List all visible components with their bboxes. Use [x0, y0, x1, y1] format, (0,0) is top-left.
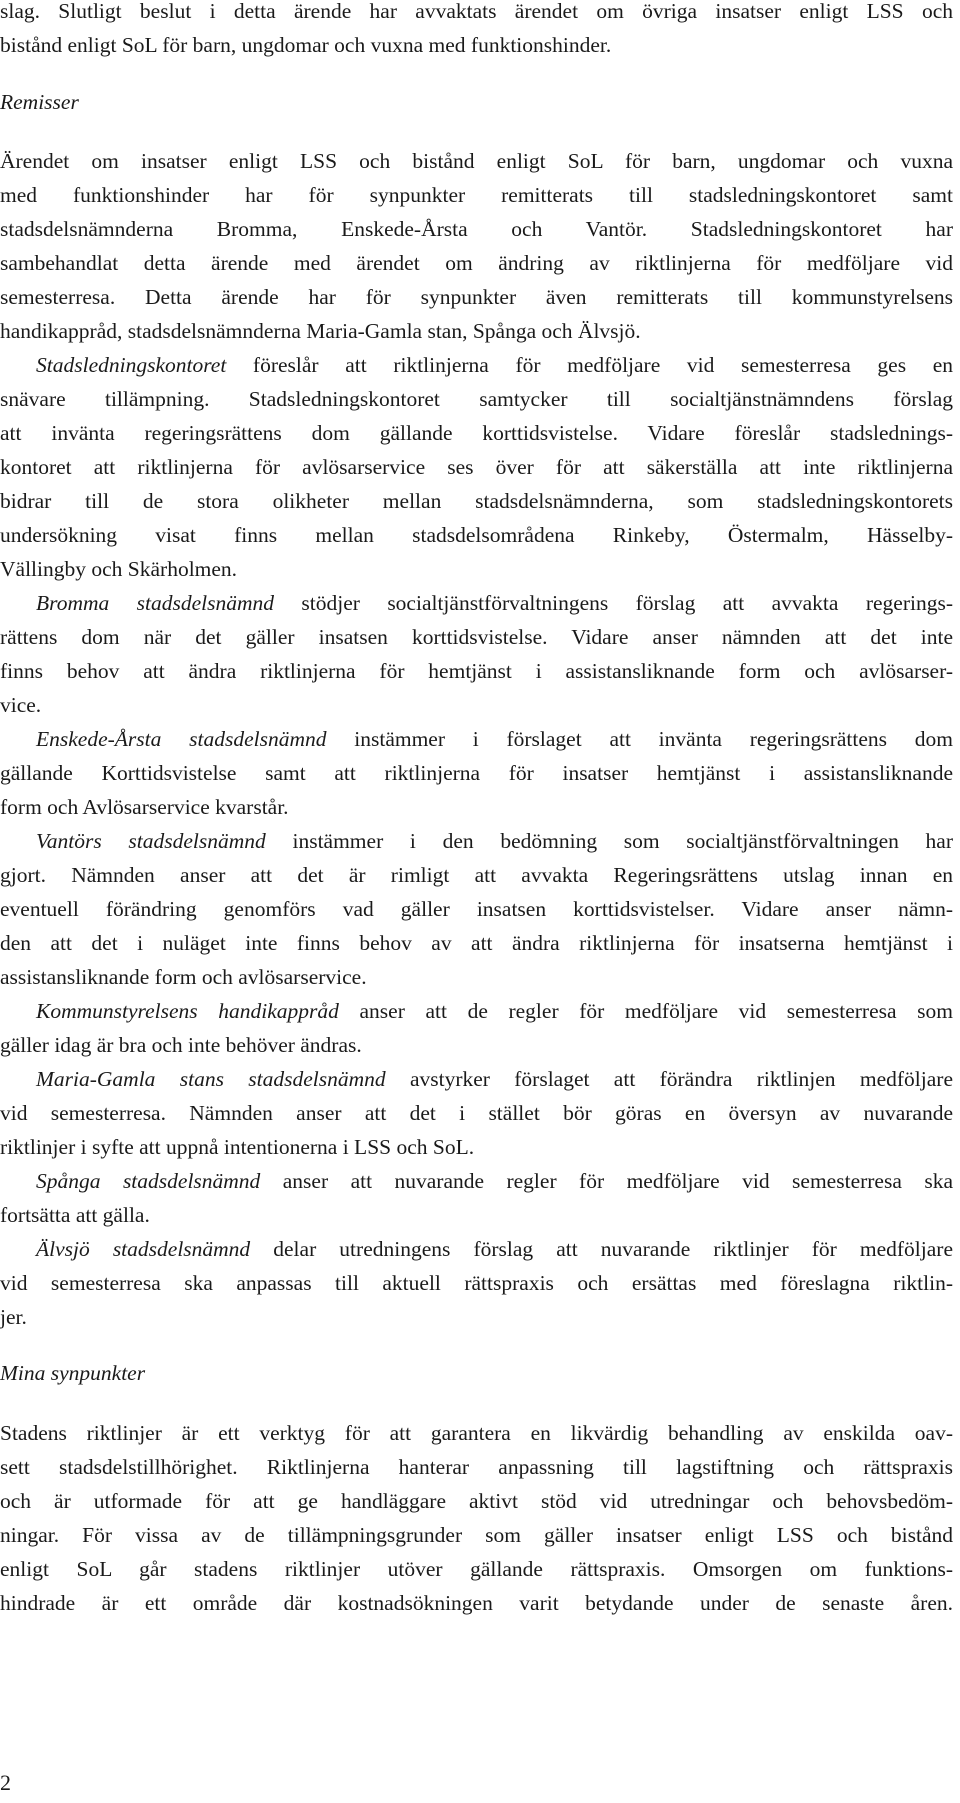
paragraph-line: gjort. Nämnden anser att det är rimligt att avvakta Regeringsrättens utslag innan en — [0, 863, 953, 887]
paragraph-line: gäller idag är bra och inte behöver ändras. — [0, 1033, 362, 1057]
first-line-text: anser att nuvarande regler för medföljare vid semesterresa ska — [260, 1169, 953, 1193]
remisser-line: sambehandlat detta ärende med ärendet om ändring av riktlinjerna för medföljare vid — [0, 251, 953, 275]
paragraph-line: bidrar till de stora olikheter mellan stadsdelsnämnderna, som stadsledningskontorets — [0, 489, 953, 513]
paragraph-line: vice. — [0, 693, 42, 717]
mina-line: ningar. För vissa av de tillämpningsgrunder som gäller insatser enligt LSS och bistånd — [0, 1523, 953, 1547]
paragraph-line: snävare tillämpning. Stadsledningskontoret samtycker till socialtjänstnämndens förslag — [0, 387, 953, 411]
body-name: Maria-Gamla stans stadsdelsnämnd — [36, 1067, 386, 1091]
body-name: Älvsjö stadsdelsnämnd — [36, 1237, 251, 1261]
body-name: Kommunstyrelsens handikappråd — [36, 999, 339, 1023]
remisser-line: handikappråd, stadsdelsnämnderna Maria-Gamla stan, Spånga och Älvsjö. — [0, 319, 641, 343]
body-name: Enskede-Årsta stadsdelsnämnd — [36, 727, 327, 751]
paragraph-line: jer. — [0, 1305, 27, 1329]
paragraph-line: Vällingby och Skärholmen. — [0, 557, 238, 581]
first-line-text: föreslår att riktlinjerna för medföljare vid semesterresa ges en — [226, 353, 953, 377]
first-line-text: anser att de regler för medföljare vid semesterresa som — [338, 999, 953, 1023]
remisser-line: med funktionshinder har för synpunkter remitterats till stadsledningskontoret samt — [0, 183, 953, 207]
mina-line: Stadens riktlinjer är ett verktyg för att garantera en likvärdig behandling av enskilda oav- — [0, 1421, 953, 1445]
paragraph-line: vid semesterresa. Nämnden anser att det i stället bör göras en översyn av nuvarande — [0, 1101, 953, 1125]
body-name: Bromma stadsdelsnämnd — [36, 591, 275, 615]
paragraph-first-line — [0, 348, 953, 382]
paragraph-line: fortsätta att gälla. — [0, 1203, 150, 1227]
paragraph-line: den att det i nuläget inte finns behov av att ändra riktlinjerna för insatserna hemtjänst i — [0, 931, 953, 955]
paragraph-line: vid semesterresa ska anpassas till aktuell rättspraxis och ersättas med föreslagna riktlin- — [0, 1271, 953, 1295]
mina-line: hindrade är ett område där kostnadsökningen varit betydande under de senaste åren. — [0, 1591, 953, 1615]
intro-line: bistånd enligt SoL för barn, ungdomar och vuxna med funktionshinder. — [0, 33, 612, 57]
paragraph-line: form och Avlösarservice kvarstår. — [0, 795, 289, 819]
paragraph-line: att invänta regeringsrättens dom gällande korttidsvistelse. Vidare föreslår stadslednings- — [0, 421, 953, 445]
paragraph-line: finns behov att ändra riktlinjerna för hemtjänst i assistansliknande form och avlösarser- — [0, 659, 953, 683]
remisser-line: Ärendet om insatser enligt LSS och bistånd enligt SoL för barn, ungdomar och vuxna — [0, 149, 953, 173]
paragraph-line: assistansliknande form och avlösarservice. — [0, 965, 367, 989]
section-heading-remisser: Remisser — [0, 90, 79, 114]
paragraph-line: kontoret att riktlinjerna för avlösarservice ses över för att säkerställa att inte riktlinjerna — [0, 455, 953, 479]
section-heading-mina-synpunkter: Mina synpunkter — [0, 1361, 146, 1385]
paragraph-line: eventuell förändring genomförs vad gäller insatsen korttidsvistelser. Vidare anser nämn- — [0, 897, 953, 921]
page-number: 2 — [0, 1770, 11, 1795]
first-line-text: delar utredningens förslag att nuvarande riktlinjer för medföljare — [250, 1237, 953, 1261]
intro-line: slag. Slutligt beslut i detta ärende har avvaktats ärendet om övriga insatser enligt LSS och — [0, 0, 953, 23]
mina-line: och är utformade för att ge handläggare aktivt stöd vid utredningar och behovsbedöm- — [0, 1489, 953, 1513]
body-name: Stadsledningskontoret — [36, 353, 227, 377]
remisser-line: stadsdelsnämnderna Bromma, Enskede-Årsta och Vantör. Stadsledningskontoret har — [0, 217, 953, 241]
paragraph-first-line — [0, 1232, 953, 1266]
first-line-text: avstyrker förslaget att förändra riktlinjen medföljare — [385, 1067, 953, 1091]
paragraph-first-line — [0, 722, 953, 756]
first-line-text: stödjer socialtjänstförvaltningens förslag att avvakta regerings- — [274, 591, 953, 615]
mina-line: sett stadsdelstillhörighet. Riktlinjerna hanterar anpassning till lagstiftning och rättspraxis — [0, 1455, 953, 1479]
paragraph-line: undersökning visat finns mellan stadsdelsområdena Rinkeby, Östermalm, Hässelby- — [0, 523, 953, 547]
paragraph-line: rättens dom när det gäller insatsen korttidsvistelse. Vidare anser nämnden att det inte — [0, 625, 953, 649]
paragraph-first-line — [0, 994, 953, 1028]
first-line-text: instämmer i förslaget att invänta regeringsrättens dom — [326, 727, 953, 751]
paragraph-first-line — [0, 824, 953, 858]
paragraph-first-line — [0, 1164, 953, 1198]
body-name: Vantörs stadsdelsnämnd — [36, 829, 266, 853]
first-line-text: instämmer i den bedömning som socialtjänstförvaltningen har — [265, 829, 954, 853]
body-name: Spånga stadsdelsnämnd — [36, 1169, 261, 1193]
remisser-line: semesterresa. Detta ärende har för synpunkter även remitterats till kommunstyrelsens — [0, 285, 953, 309]
paragraph-line: gällande Korttidsvistelse samt att riktlinjerna för insatser hemtjänst i assistansliknande — [0, 761, 953, 785]
paragraph-first-line — [0, 586, 953, 620]
paragraph-line: riktlinjer i syfte att uppnå intentionerna i LSS och SoL. — [0, 1135, 475, 1159]
mina-line: enligt SoL går stadens riktlinjer utöver gällande rättspraxis. Omsorgen om funktions- — [0, 1557, 953, 1581]
paragraph-first-line — [0, 1062, 953, 1096]
